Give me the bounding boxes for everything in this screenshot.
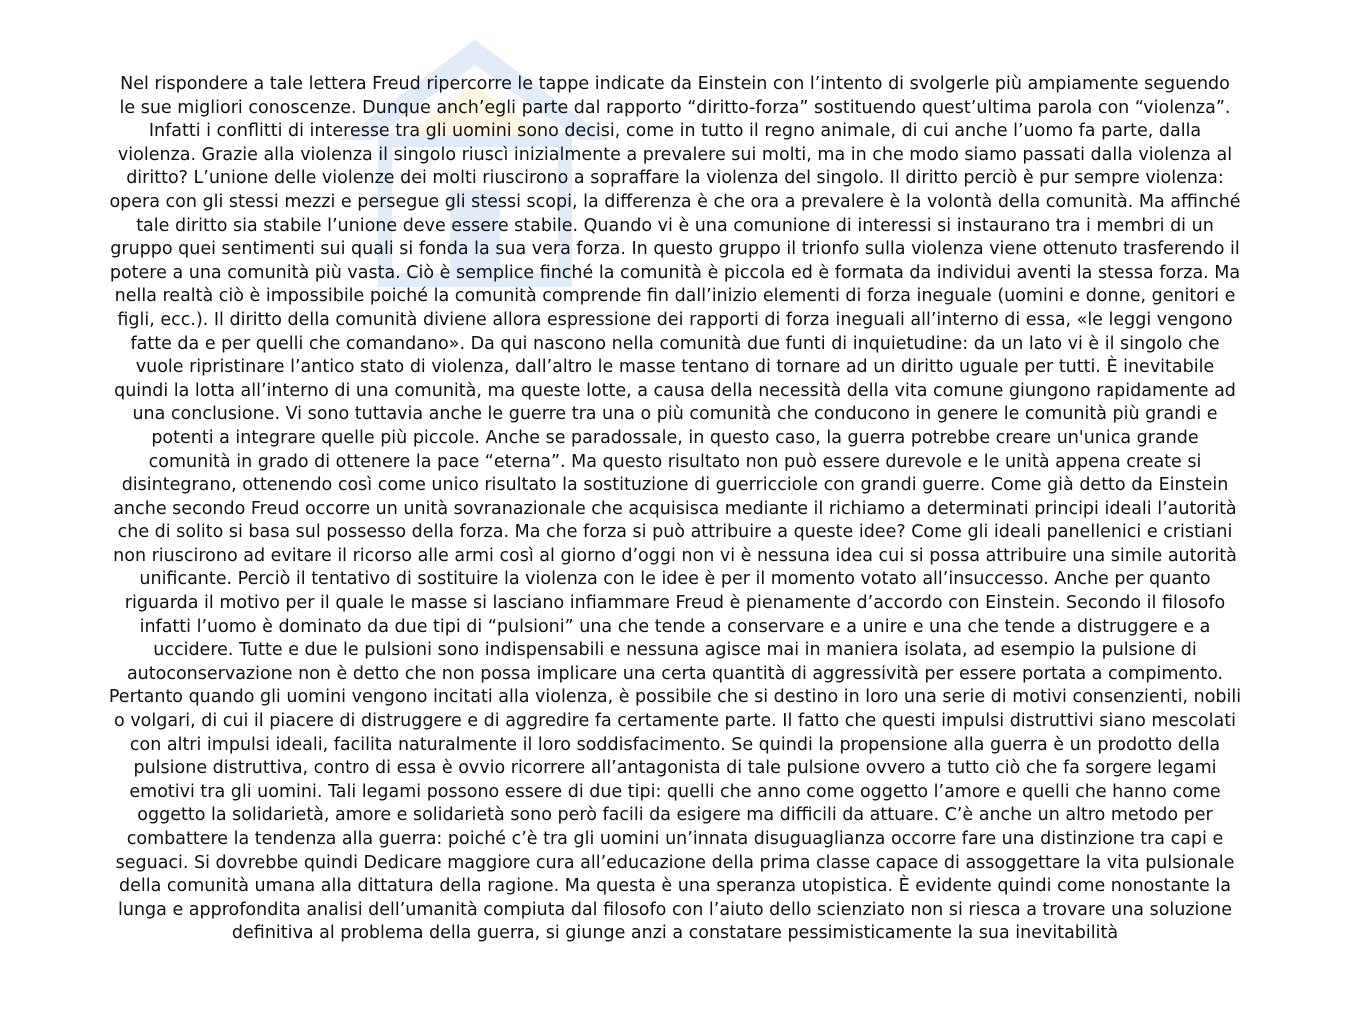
- text-line: fatte da e per quelli che comandano». Da qui nascono nella comunità due funti di inquietudine: da un lato vi è il singolo che: [130, 333, 1220, 354]
- document-body-text: [30, 73, 1320, 946]
- text-line: uccidere. Tutte e due le pulsioni sono indispensabili e nessuna agisce mai in maniera isolata, ad esempio la pulsione di: [153, 640, 1197, 661]
- text-line: della comunità umana alla dittatura della ragione. Ma questa è una speranza utopistica. È evidente quindi come nonostante la: [119, 876, 1231, 897]
- text-line: figli, ecc.). Il diritto della comunità diviene allora espressione dei rapporti di forza ineguali all’interno di essa, «le leggi vengono: [117, 309, 1233, 330]
- text-line: violenza. Grazie alla violenza il singolo riuscì inizialmente a prevalere sui molti, ma in che modo siamo passati dalla violenza al: [117, 144, 1233, 165]
- text-line: potere a una comunità più vasta. Ciò è semplice finché la comunità è piccola ed è formata da individui aventi la stessa forza. Ma: [109, 262, 1241, 283]
- text-line: Pertanto quando gli uomini vengono incitati alla violenza, è possibile che si destino in loro una serie di motivi consenzienti, nobili: [108, 687, 1242, 708]
- text-line: o volgari, di cui il piacere di distruggere e di aggredire fa certamente parte. Il fatto che questi impulsi distruttivi siano mescolati: [114, 711, 1236, 732]
- text-line: seguaci. Si dovrebbe quindi Dedicare maggiore cura all’educazione della prima classe capace di assoggettare la vita pulsionale: [115, 852, 1235, 873]
- text-line: potenti a integrare quelle più piccole. Anche se paradossale, in questo caso, la guerra potrebbe creare un'unica grande: [151, 427, 1199, 448]
- text-line: non riuscirono ad evitare il ricorso alle armi così al giorno d’oggi non vi è nessuna idea cui si possa attribuire una simile autorità: [113, 545, 1237, 566]
- text-line: disintegrano, ottenendo così come unico risultato la sostituzione di guerricciole con grandi guerre. Come già detto da Einstein: [121, 475, 1229, 496]
- text-line: comunità in grado di ottenere la pace “eterna”. Ma questo risultato non può essere durevole e le unità appena create si: [148, 451, 1202, 472]
- text-line: nella realtà ciò è impossibile poiché la comunità comprende fin dall’inizio elementi di forza ineguale (uomini e donne, genitori e: [114, 286, 1236, 307]
- text-line: diritto? L’unione delle violenze dei molti riuscirono a sopraffare la violenza del singolo. Il diritto perciò è pur sempre violenza:: [126, 168, 1224, 189]
- text-line: Infatti i conflitti di interesse tra gli uomini sono decisi, come in tutto il regno animale, di cui anche l’uomo fa parte, dalla: [148, 121, 1202, 142]
- text-line: autoconservazione non è detto che non possa implicare una certa quantità di aggressività per essere portata a compimento.: [126, 663, 1224, 684]
- text-line: lunga e approfondita analisi dell’umanità compiuta dal filosofo con l’aiuto dello scienziato non si riesca a trovare una soluzione: [118, 899, 1232, 920]
- text-line: gruppo quei sentimenti sui quali si fonda la sua vera forza. In questo gruppo il trionfo sulla violenza viene ottenuto trasferendo il: [110, 239, 1240, 260]
- text-line: infatti l’uomo è dominato da due tipi di “pulsioni” una che tende a conservare e a unire e una che tende a distruggere e a: [139, 616, 1211, 637]
- text-line: tale diritto sia stabile l’unione deve essere stabile. Quando vi è una comunione di interessi si instaurano tra i membri di un: [136, 215, 1214, 236]
- text-line: definitiva al problema della guerra, si giunge anzi a constatare pessimisticamente la sua inevitabilità: [231, 923, 1119, 944]
- text-line: opera con gli stessi mezzi e persegue gli stessi scopi, la differenza è che ora a prevalere è la volontà della comunità. Ma affinché: [109, 191, 1241, 212]
- text-line: pulsione distruttiva, contro di essa è ovvio ricorrere all’antagonista di tale pulsione ovvero a tutto ciò che fa sorgere legami: [133, 758, 1217, 779]
- text-line: oggetto la solidarietà, amore e solidarietà sono però facili da esigere ma difficili da attuare. C’è anche un altro metodo per: [137, 805, 1213, 826]
- text-line: riguarda il motivo per il quale le masse si lasciano infiammare Freud è pienamente d’accordo con Einstein. Secondo il filosofo: [124, 593, 1226, 614]
- text-line: che di solito si basa sul possesso della forza. Ma che forza si può attribuire a queste idee? Come gli ideali panellenici e cristiani: [117, 522, 1233, 543]
- text-line: quindi la lotta all’interno di una comunità, ma queste lotte, a causa della necessità della vita comune giungono rapidamente ad: [114, 380, 1236, 401]
- text-line: con altri impulsi ideali, facilita naturalmente il loro soddisfacimento. Se quindi la propensione alla guerra è un prodotto della: [129, 734, 1221, 755]
- text-line: Nel rispondere a tale lettera Freud ripercorre le tappe indicate da Einstein con l’intento di svolgerle più ampiamente seguendo: [120, 74, 1230, 94]
- text-line: combattere la tendenza alla guerra: poiché c’è tra gli uomini un’innata disuguaglianza occorre fare una distinzione tra capi e: [126, 829, 1224, 849]
- text-line: emotivi tra gli uomini. Tali legami possono essere di due tipi: quelli che anno come oggetto l’amore e quelli che hanno come: [129, 781, 1221, 802]
- text-line: le sue migliori conoscenze. Dunque anch’egli parte dal rapporto “diritto-forza” sostituendo quest’ultima parola con “violenza”.: [119, 97, 1231, 118]
- text-line: vuole ripristinare l’antico stato di violenza, dall’altro le masse tentano di tornare ad un diritto uguale per tutti. È inevitabile: [135, 357, 1215, 378]
- text-line: anche secondo Freud occorre un unità sovranazionale che acquisisca mediante il richiamo a determinati principi ideali l’autorità: [113, 498, 1237, 519]
- text-line: una conclusione. Vi sono tuttavia anche le guerre tra una o più comunità che conducono in genere le comunità più grandi e: [132, 404, 1218, 425]
- text-line: unificante. Perciò il tentativo di sostituire la violenza con le idee è per il momento votato all’insuccesso. Anche per quanto: [139, 569, 1211, 590]
